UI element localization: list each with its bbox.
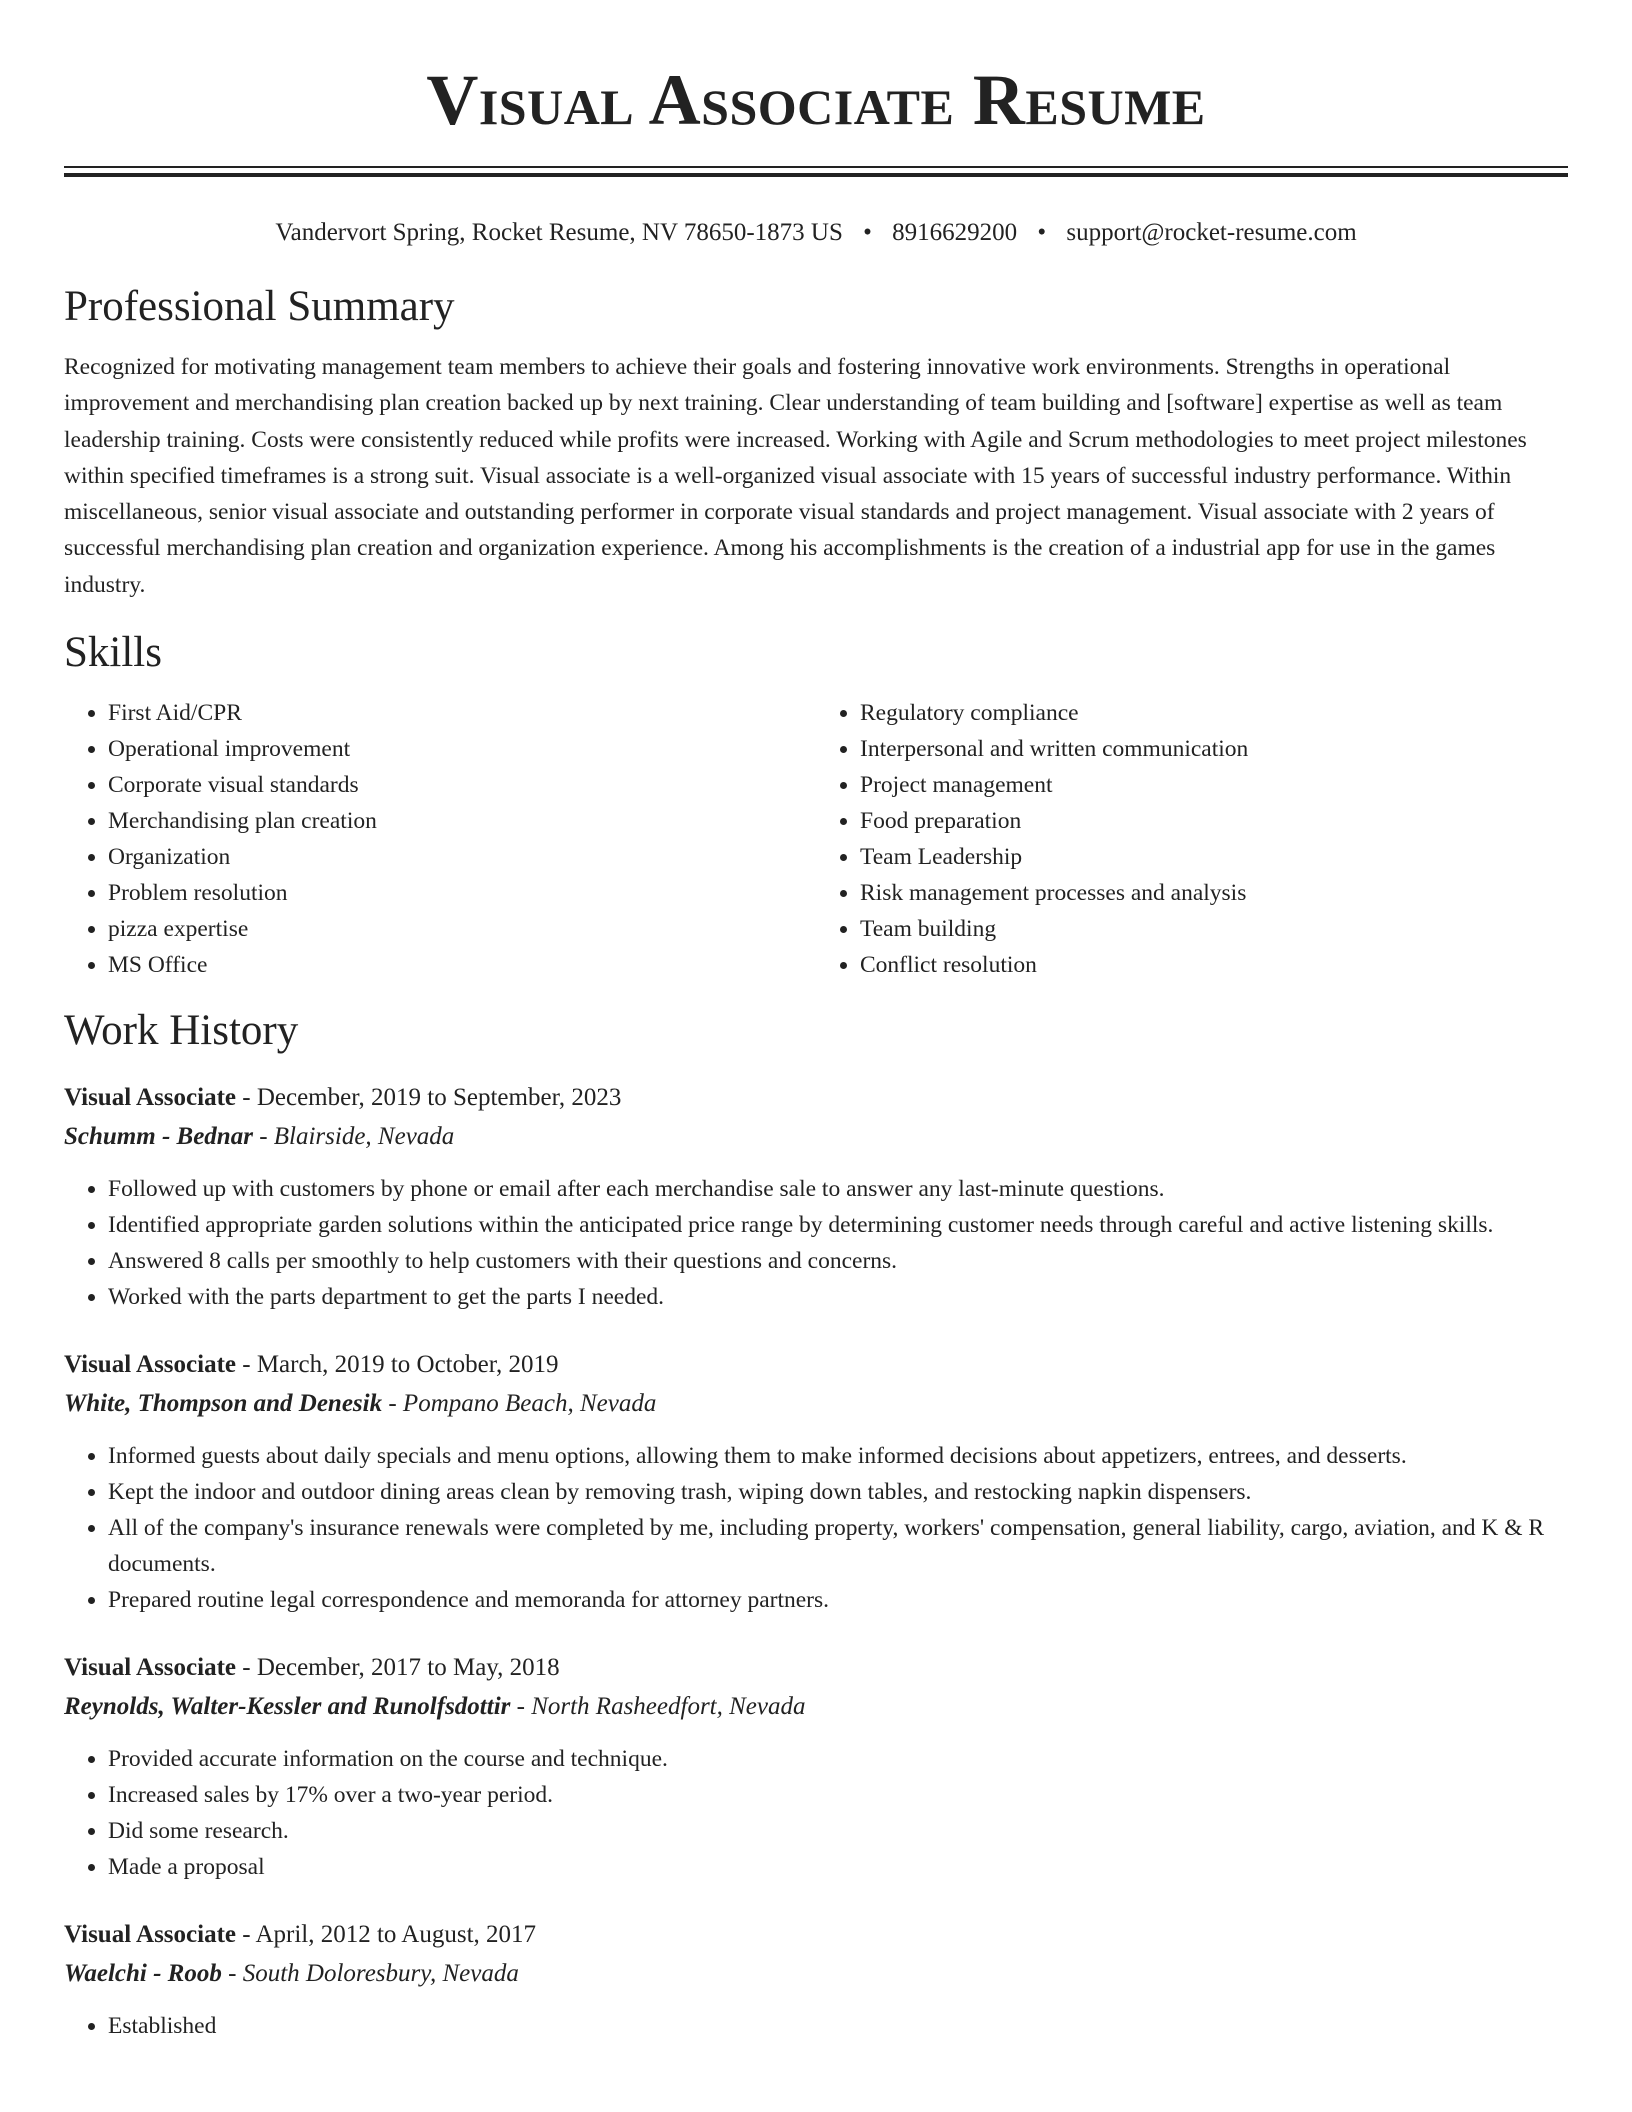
job-bullets [64, 2008, 1568, 2044]
job-title-line [64, 1916, 1568, 1954]
job-company: White, Thompson and Denesik [64, 1390, 383, 1418]
skill-item: • MS Office [108, 947, 816, 983]
skill-item: • Team Leadership [860, 839, 1568, 875]
skill-item: • Regulatory compliance [860, 695, 1568, 731]
job-bullets [64, 1438, 1568, 1618]
skills-columns [64, 695, 1568, 983]
job-bullet: • Prepared routine legal correspondence and memoranda for attorney partners. [108, 1582, 1568, 1618]
job-dates: - April, 2012 to August, 2017 [236, 1921, 537, 1949]
job-bullet: • All of the company's insurance renewals were completed by me, including property, workers' compensation, general liability, cargo, aviation, and K & R documents. [108, 1510, 1568, 1582]
skills-list-right [816, 695, 1568, 983]
job-title: Visual Associate [64, 1654, 236, 1682]
skill-item: • Merchandising plan creation [108, 803, 816, 839]
contact-email: support@rocket-resume.com [1066, 219, 1357, 246]
skill-item: • Organization [108, 839, 816, 875]
job-dates: - March, 2019 to October, 2019 [236, 1351, 559, 1379]
contact-address: Vandervort Spring, Rocket Resume, NV 78650-1873 US [275, 219, 843, 246]
work-history-heading: Work History [64, 1007, 299, 1055]
job-title-line [64, 1649, 1568, 1687]
job-title: Visual Associate [64, 1084, 236, 1112]
job-bullets [64, 1741, 1568, 1885]
job-bullet: • Informed guests about daily specials and menu options, allowing them to make informed decisions about appetizers, entrees, and desserts. [108, 1438, 1568, 1474]
skill-item: • Conflict resolution [860, 947, 1568, 983]
job-entry [64, 1346, 1568, 1618]
skill-item: • First Aid/CPR [108, 695, 816, 731]
summary-text: Recognized for motivating management team members to achieve their goals and fostering innovative work environments. Strengths in operational improvement and merchandising plan creation backed up by next training. Clear understanding of team building and [software] expertise as well as team leadership training. Costs were consistently reduced while profits were increased. Working with Agile and Scrum methodologies to meet project milestones within specified timeframes is a strong suit. Visual associate is a well-organized visual associate with 15 years of successful industry performance. Within miscellaneous, senior visual associate and outstanding performer in corporate visual standards and project management. Visual associate with 2 years of successful merchandising plan creation and organization experience. Among his accomplishments is the creation of a industrial app for use in the games industry. [64, 354, 1527, 598]
job-company: Waelchi - Roob [64, 1960, 222, 1988]
contact-separator: • [1037, 219, 1047, 246]
skill-item: • Project management [860, 767, 1568, 803]
job-bullet: • Established [108, 2008, 1568, 2044]
job-company: Reynolds, Walter-Kessler and Runolfsdottir [64, 1693, 511, 1721]
skills-list-left [64, 695, 816, 983]
resume-title: Visual Associate Resume [426, 60, 1206, 140]
job-bullet: • Provided accurate information on the course and technique. [108, 1741, 1568, 1777]
skill-item: • Risk management processes and analysis [860, 875, 1568, 911]
job-company-line [64, 1687, 1568, 1727]
job-title-line [64, 1079, 1568, 1117]
title-divider [64, 166, 1568, 177]
skill-item: • Problem resolution [108, 875, 816, 911]
skills-heading: Skills [64, 629, 162, 677]
job-entry [64, 1916, 1568, 2044]
job-bullet: • Answered 8 calls per smoothly to help customers with their questions and concerns. [108, 1243, 1568, 1279]
job-entry [64, 1079, 1568, 1315]
job-bullet: • Followed up with customers by phone or email after each merchandise sale to answer any last-minute questions. [108, 1171, 1568, 1207]
job-title: Visual Associate [64, 1921, 236, 1949]
resume-page [64, 0, 1568, 2044]
skill-item: • Interpersonal and written communication [860, 731, 1568, 767]
job-dates: - December, 2017 to May, 2018 [236, 1654, 560, 1682]
job-bullet: • Did some research. [108, 1813, 1568, 1849]
job-dates: - December, 2019 to September, 2023 [236, 1084, 622, 1112]
contact-separator: • [863, 219, 872, 246]
job-location: - Pompano Beach, Nevada [382, 1390, 657, 1418]
job-company: Schumm - Bednar [64, 1123, 253, 1151]
skill-item: • Corporate visual standards [108, 767, 816, 803]
job-title-line [64, 1346, 1568, 1384]
job-bullet: • Made a proposal [108, 1849, 1568, 1885]
job-company-line [64, 1117, 1568, 1157]
contact-phone: 8916629200 [892, 219, 1018, 246]
summary-heading: Professional Summary [64, 283, 455, 330]
job-location: - Blairside, Nevada [252, 1123, 455, 1151]
job-bullet: • Identified appropriate garden solutions within the anticipated price range by determining customer needs through careful and active listening skills. [108, 1207, 1568, 1243]
job-bullets [64, 1171, 1568, 1315]
job-bullet: • Increased sales by 17% over a two-year period. [108, 1777, 1568, 1813]
job-location: - North Rasheedfort, Nevada [510, 1693, 806, 1721]
job-bullet: • Kept the indoor and outdoor dining areas clean by removing trash, wiping down tables, and restocking napkin dispensers. [108, 1474, 1568, 1510]
skill-item: • Food preparation [860, 803, 1568, 839]
job-entry [64, 1649, 1568, 1885]
skill-item: • Team building [860, 911, 1568, 947]
job-location: - South Doloresbury, Nevada [221, 1960, 519, 1988]
job-company-line [64, 1954, 1568, 1994]
skill-item: • pizza expertise [108, 911, 816, 947]
skill-item: • Operational improvement [108, 731, 816, 767]
job-company-line [64, 1384, 1568, 1424]
contact-line [64, 217, 1568, 249]
job-title: Visual Associate [64, 1351, 236, 1379]
job-bullet: • Worked with the parts department to get the parts I needed. [108, 1279, 1568, 1315]
